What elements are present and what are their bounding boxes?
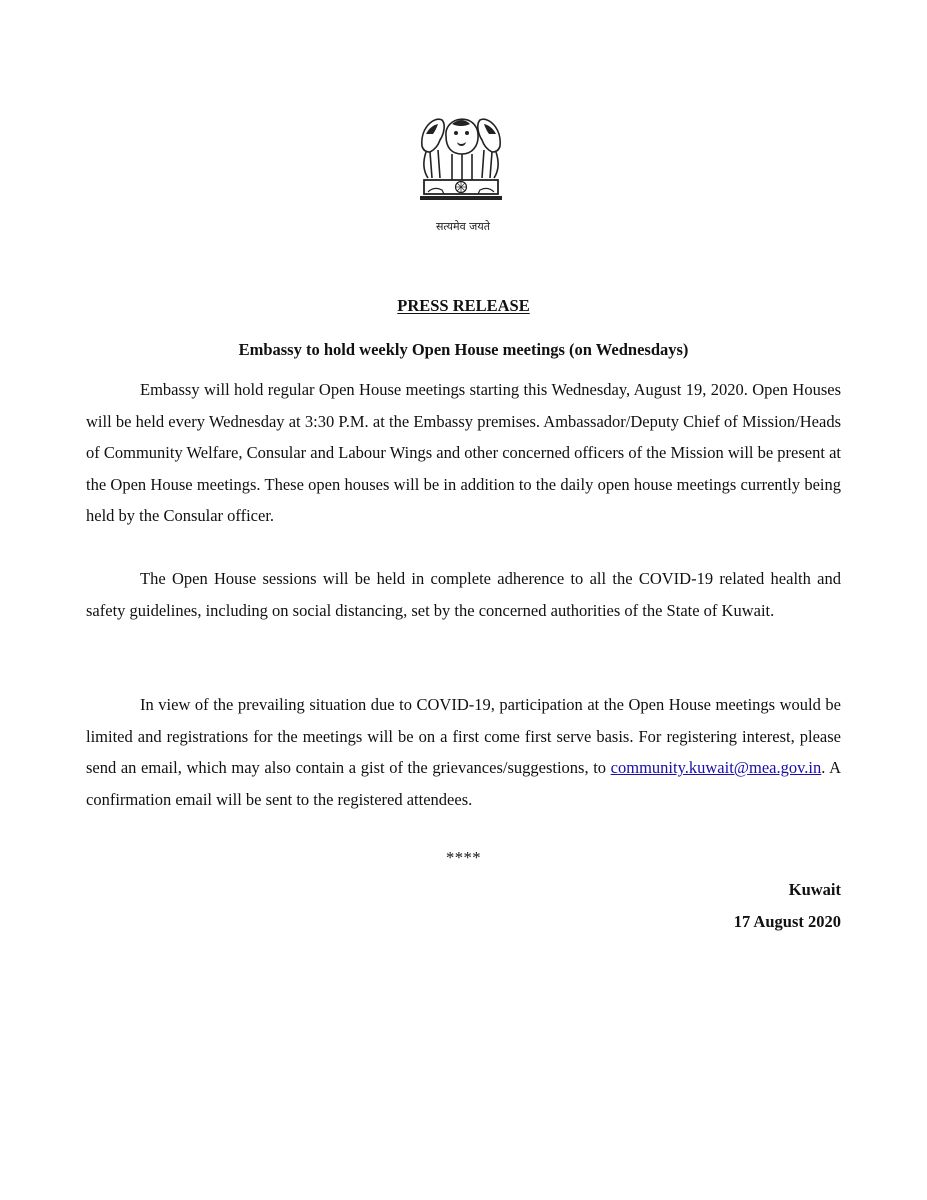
paragraph-3-text-before: In view of the prevailing situation due to COVID-19, participation at the Open House meetings would be limited and registrations for the meetings will be on a first come first serve basis. For registering interest, please send an email, which may also contain a gist of the grievances/suggestions, to: [86, 695, 841, 777]
paragraph-2-text: The Open House sessions will be held in complete adherence to all the COVID-19 related health and safety guidelines, including on social distancing, set by the concerned authorities of the State of Kuwait.: [86, 569, 841, 620]
emblem-motto: सत्यमेव जयते: [435, 220, 490, 233]
page-title: PRESS RELEASE: [397, 296, 530, 315]
signoff-place: Kuwait: [788, 880, 841, 899]
paragraph-1: [86, 374, 841, 532]
page-subtitle: Embassy to hold weekly Open House meetings (on Wednesdays): [238, 340, 689, 359]
section-separator: ****: [446, 848, 481, 867]
signoff-date: 17 August 2020: [733, 912, 841, 931]
email-link[interactable]: community.kuwait@mea.gov.in: [610, 758, 822, 777]
national-emblem-icon: [412, 106, 510, 236]
paragraph-2: [86, 563, 841, 626]
paragraph-3-text-after: . A confirmation email will be sent to the registered attendees.: [86, 758, 841, 809]
paragraph-1-text: Embassy will hold regular Open House meetings starting this Wednesday, August 19, 2020. Open Houses will be held every Wednesday at 3:30 P.M. at the Embassy premises. Ambassador/Deputy Chief of Mission/Heads of Community Welfare, Consular and Labour Wings and other concerned officers of the Mission will be present at the Open House meetings. These open houses will be in addition to the daily open house meetings currently being held by the Consular officer.: [86, 380, 841, 525]
paragraph-3: [86, 689, 841, 815]
